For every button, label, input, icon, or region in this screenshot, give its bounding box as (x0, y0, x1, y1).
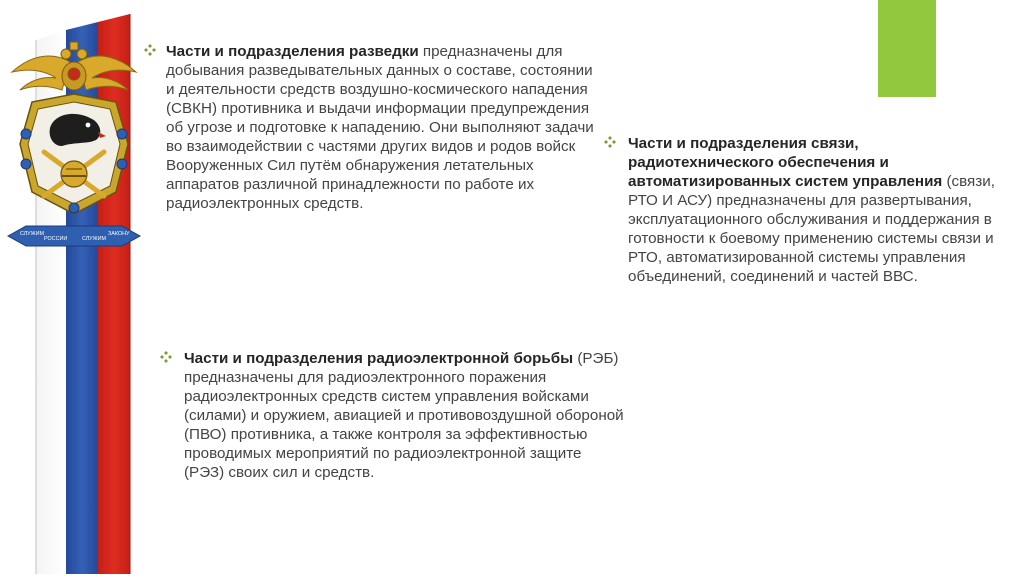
shield-icon (20, 94, 128, 214)
block-text: (РЭБ) предназначены для радиоэлектронного поражения радиоэлектронных средств систем управления войсками (силами) и оружием, авиацией и противовоздушной обороной (ПВО) противника, а также контроля за эффективностью проводимых мероприятий по радиоэлектронной защите (РЭЗ) своих сил и средств. (184, 350, 624, 481)
emblem-icon (4, 24, 144, 274)
block-lead: Части и подразделения разведки (166, 43, 419, 60)
block-lead: Части и подразделения радиоэлектронной борьбы (184, 350, 574, 367)
accent-bar (878, 0, 936, 97)
block-lead: Части и подразделения связи, радиотехнического обеспечения и автоматизированных систем управления (628, 135, 943, 190)
block-text: (связи, РТО И АСУ) предназначены для развертывания, эксплуатационного обслуживания и поддержания в готовности к боевому применению системы связи и РТО, автоматизированной системы управления объединений, соединений и частей ВВС. (628, 173, 995, 285)
ribbon-word: ЗАКОНУ (108, 231, 130, 237)
ribbon-word: СЛУЖИМ (82, 236, 107, 242)
eagle-icon (12, 42, 136, 90)
comms-units-block (602, 134, 1006, 286)
ew-units-block (158, 349, 624, 482)
diamond-bullet-icon (144, 44, 156, 56)
block-text: предназначены для добывания разведывательных данных о составе, состоянии и деятельности средств воздушно-космического нападения (СВКН) противника и выдачи информации предупреждения об угрозе и подготовке к нападению. Они выполняют задачи во взаимодействии с частями других видов и родов войск Вооруженных Сил путём обнаружения летательных аппаратов различной принадлежности по работе их радиоэлектронных средств. (166, 43, 594, 212)
ribbon-word: СЛУЖИМ (20, 231, 45, 237)
ribbon-banner (8, 226, 140, 246)
diamond-bullet-icon (604, 136, 616, 148)
ribbon-word: РОССИИ (44, 236, 68, 242)
recon-units-block (140, 42, 604, 213)
diamond-bullet-icon (160, 351, 172, 363)
